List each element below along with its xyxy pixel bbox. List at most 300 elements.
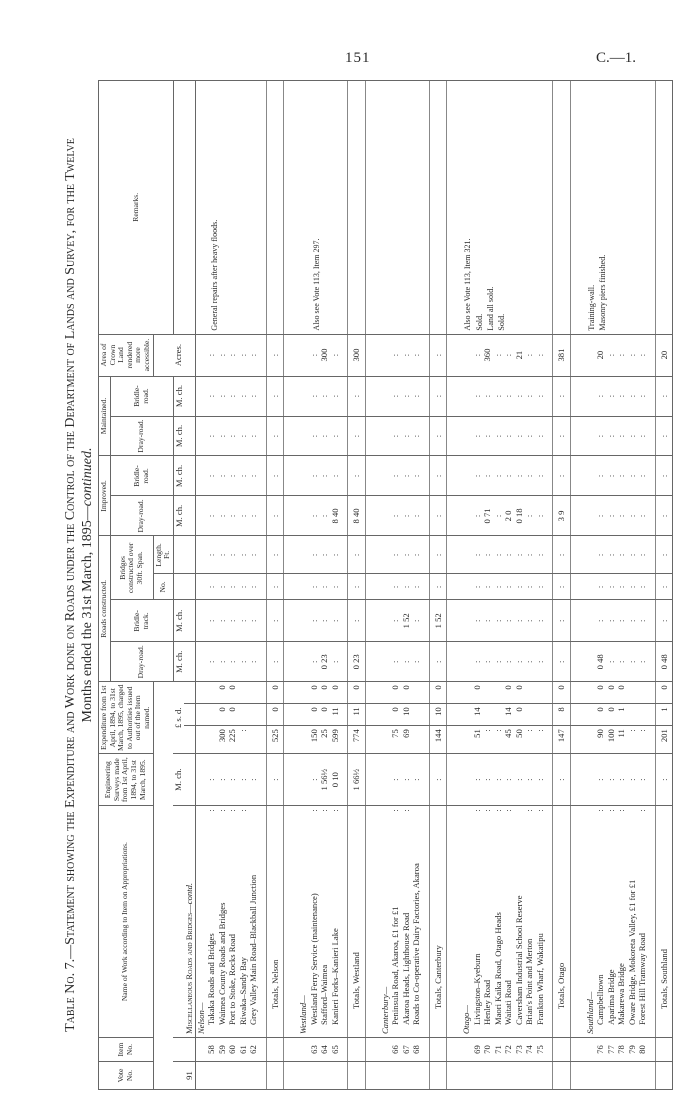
cell-mbr: :: [514, 376, 525, 416]
unit-lsd: £ s. d.: [173, 682, 184, 754]
leader-dots: :: [605, 809, 616, 812]
region-remarks: [380, 81, 422, 335]
work-name: [493, 806, 504, 1038]
total-mbr: :: [655, 376, 673, 416]
cell-len: :: [472, 536, 483, 574]
cell-s: 11: [330, 704, 341, 726]
remark-line: Land all sold.: [486, 286, 496, 331]
work-name: [637, 806, 648, 1038]
remark-line: Also see Vote 113, Item 321.: [463, 238, 473, 331]
cell-bt: :: [411, 600, 422, 642]
leader-dots: :: [400, 809, 411, 812]
work-name-text: Livingston–Kyeburn: [471, 953, 482, 1026]
cell-ibr: :: [411, 456, 422, 496]
cell-mbr: :: [535, 376, 546, 416]
header-roads-bridle-track: Bridle-track.: [110, 600, 173, 642]
cell-d: [627, 682, 638, 704]
cell-area: :: [493, 334, 504, 376]
work-name: [627, 806, 638, 1038]
cell-s: 0: [514, 704, 525, 726]
leader-dots: :: [308, 809, 319, 812]
total-ibr: :: [553, 456, 571, 496]
cell-area: :: [524, 334, 535, 376]
cell-mbr: :: [482, 376, 493, 416]
work-name-text: Takaka Roads and Bridges: [206, 933, 217, 1026]
totals-label: Totals, Canterbury: [429, 806, 447, 1038]
cell-dray: :: [401, 642, 412, 682]
cell-idr: 0 71: [482, 496, 493, 536]
cell-l: [248, 726, 259, 754]
cell-l: 50: [514, 726, 525, 754]
cell-mbr: :: [637, 376, 648, 416]
cell-bt: :: [514, 600, 525, 642]
totals-row: [266, 81, 284, 1090]
cell-d: 0: [472, 682, 483, 704]
cell-d: 0: [595, 682, 606, 704]
header-improved: Improved.: [99, 456, 111, 536]
unit-idr: M. ch.: [173, 496, 184, 536]
cell-area: 20: [595, 334, 606, 376]
cell-bt: :: [217, 600, 228, 642]
cell-bt: :: [227, 600, 238, 642]
total-eng: 1 66½: [348, 754, 366, 806]
cell-no: :: [493, 574, 504, 600]
cell-l: 75: [390, 726, 401, 754]
header-roads-dray: Dray-road.: [110, 642, 173, 682]
cell-mdr: :: [627, 416, 638, 456]
remark-line: Sold.: [474, 313, 484, 331]
region-name: Nelson—: [195, 806, 206, 1038]
cell-ibr: :: [627, 456, 638, 496]
leader-dots: :: [216, 809, 227, 812]
cell-eng: :: [482, 754, 493, 806]
cell-bt: :: [535, 600, 546, 642]
cell-idr: 8 40: [330, 496, 341, 536]
work-name-text: Campbelltown: [595, 974, 606, 1026]
work-name: [330, 806, 341, 1038]
leader-dots: :: [534, 809, 545, 812]
cell-l: :: [627, 726, 638, 754]
cell-len: :: [330, 536, 341, 574]
region-name: Westland—: [298, 806, 309, 1038]
remark-line: Sold.: [497, 313, 507, 331]
cell-eng: :: [637, 754, 648, 806]
cell-d: 0: [217, 682, 228, 704]
cell-area: :: [309, 334, 320, 376]
cell-area: :: [472, 334, 483, 376]
cell-ibr: :: [248, 456, 259, 496]
total-bt: 1 52: [429, 600, 447, 642]
total-area: 381: [553, 334, 571, 376]
cell-ibr: :: [482, 456, 493, 496]
region-remarks: [461, 81, 545, 335]
cell-dray: :: [482, 642, 493, 682]
cell-eng: :: [309, 754, 320, 806]
cell-len: :: [227, 536, 238, 574]
header-item-no: Item No.: [99, 1038, 154, 1062]
cell-area: :: [535, 334, 546, 376]
work-name: [472, 806, 483, 1038]
total-idr: :: [655, 496, 673, 536]
cell-len: :: [217, 536, 228, 574]
rotated-table-page: [62, 80, 669, 1090]
work-name-text: Forest Hill Tramway Road: [637, 933, 648, 1026]
cell-eng: :: [493, 754, 504, 806]
cell-mbr: :: [627, 376, 638, 416]
region-name: Canterbury—: [380, 806, 391, 1038]
cell-mbr: :: [411, 376, 422, 416]
cell-ibr: :: [401, 456, 412, 496]
region-remarks: [298, 81, 340, 335]
work-name-text: Brian's Point and Merton: [524, 938, 535, 1026]
total-eng: :: [553, 754, 571, 806]
cell-l: 90: [595, 726, 606, 754]
total-ibr: :: [429, 456, 447, 496]
title-continued: continued.: [80, 447, 95, 507]
cell-d: 0: [503, 682, 514, 704]
region-row: [461, 81, 472, 1090]
region-name: Otago—: [461, 806, 472, 1038]
table-title: [62, 80, 96, 1090]
cell-bt: :: [206, 600, 217, 642]
total-eng: :: [266, 754, 284, 806]
totals-row: [429, 81, 447, 1090]
cell-d: 0: [401, 682, 412, 704]
header-bridges-no: No.: [153, 574, 173, 600]
cell-dray: 0 23: [319, 642, 330, 682]
work-name: [606, 806, 617, 1038]
cell-l: 150: [309, 726, 320, 754]
cell-area: :: [411, 334, 422, 376]
header-engineering-surveys: Engineering Surveys made from 1st April, 1894, to 31st March, 1895.: [99, 754, 154, 806]
total-l: 525: [266, 726, 284, 754]
total-mbr: :: [429, 376, 447, 416]
header-bridges: Bridges constructed over 30ft. Span.: [110, 536, 153, 600]
cell-dray: :: [248, 642, 259, 682]
section-heading-cont: contd.: [184, 882, 195, 905]
work-name: [482, 806, 493, 1038]
cell-eng: :: [472, 754, 483, 806]
unit-dray: M. ch.: [173, 642, 184, 682]
total-no: :: [553, 574, 571, 600]
leader-dots: :: [492, 809, 503, 812]
cell-d: 0: [330, 682, 341, 704]
cell-l: 51: [472, 726, 483, 754]
cell-len: :: [206, 536, 217, 574]
remark-line: Masonry piers finished.: [598, 254, 608, 331]
work-name-text: Kanieri Forks–Kanieri Lake: [329, 928, 340, 1026]
cell-s: [482, 704, 493, 726]
cell-len: :: [535, 536, 546, 574]
cell-idr: :: [595, 496, 606, 536]
cell-eng: :: [514, 754, 525, 806]
cell-area: 360: [482, 334, 493, 376]
cell-eng: :: [227, 754, 238, 806]
cell-eng: :: [627, 754, 638, 806]
cell-ibr: :: [206, 456, 217, 496]
total-ibr: :: [348, 456, 366, 496]
total-l: 144: [429, 726, 447, 754]
leader-dots: :: [595, 809, 606, 812]
total-mdr: :: [266, 416, 284, 456]
total-no: :: [266, 574, 284, 600]
cell-no: :: [206, 574, 217, 600]
total-dray: :: [266, 642, 284, 682]
cell-no: :: [482, 574, 493, 600]
work-name-text: Waitati Road: [503, 980, 514, 1026]
cell-idr: :: [217, 496, 228, 536]
cell-mbr: :: [390, 376, 401, 416]
work-name: [248, 806, 259, 1038]
cell-no: :: [217, 574, 228, 600]
total-l: 201: [655, 726, 673, 754]
total-no: :: [429, 574, 447, 600]
total-area: 300: [348, 334, 366, 376]
total-bt: :: [266, 600, 284, 642]
cell-l: :: [482, 726, 493, 754]
unit-area: Acres.: [173, 334, 184, 376]
cell-area: :: [503, 334, 514, 376]
work-name: [238, 806, 249, 1038]
cell-ibr: :: [524, 456, 535, 496]
cell-bt: 1 52: [401, 600, 412, 642]
cell-idr: :: [411, 496, 422, 536]
cell-idr: :: [238, 496, 249, 536]
work-name: [319, 806, 330, 1038]
item-number: 63: [309, 1038, 320, 1062]
cell-dray: :: [217, 642, 228, 682]
header-maintained-bridle: Bridle-road.: [110, 376, 173, 416]
cell-len: :: [514, 536, 525, 574]
region-row: [298, 81, 309, 1090]
cell-idr: :: [227, 496, 238, 536]
work-name-text: Roads to Co-operative Dairy Factories, Akaroa: [411, 863, 422, 1026]
cell-s: [238, 704, 249, 726]
cell-dray: :: [472, 642, 483, 682]
work-name: [227, 806, 238, 1038]
leader-dots: :: [616, 809, 627, 812]
cell-l: :: [493, 726, 504, 754]
leader-dots: :: [206, 809, 217, 812]
cell-area: :: [238, 334, 249, 376]
work-name-text: Aparima Bridge: [605, 969, 616, 1026]
total-ibr: :: [655, 456, 673, 496]
cell-eng: :: [411, 754, 422, 806]
cell-eng: :: [606, 754, 617, 806]
work-name-text: Maori Kaika Road, Otago Heads: [492, 912, 503, 1026]
total-area: 20: [655, 334, 673, 376]
regions-body: [195, 81, 673, 1090]
total-no: :: [655, 574, 673, 600]
header-improved-bridle: Bridle-road.: [110, 456, 173, 496]
item-number: 68: [411, 1038, 422, 1062]
cell-area: :: [330, 334, 341, 376]
cell-eng: :: [238, 754, 249, 806]
cell-bt: :: [627, 600, 638, 642]
cell-d: [535, 682, 546, 704]
cell-s: 0: [606, 704, 617, 726]
cell-bt: :: [606, 600, 617, 642]
cell-mdr: :: [616, 416, 627, 456]
cell-area: :: [390, 334, 401, 376]
leader-dots: :: [227, 809, 238, 812]
total-idr: :: [429, 496, 447, 536]
item-number: 61: [238, 1038, 249, 1062]
work-name-text: Peninsula Road, Akaroa, £1 for £1: [390, 906, 401, 1026]
cell-dray: :: [330, 642, 341, 682]
total-len: :: [429, 536, 447, 574]
total-len: :: [553, 536, 571, 574]
totals-label: Totals, Southland: [655, 806, 673, 1038]
cell-mbr: :: [493, 376, 504, 416]
header-improved-dray: Dray-road.: [110, 496, 173, 536]
totals-row: [655, 81, 673, 1090]
cell-len: :: [238, 536, 249, 574]
cell-mdr: :: [390, 416, 401, 456]
cell-bt: :: [390, 600, 401, 642]
cell-idr: :: [390, 496, 401, 536]
cell-dray: :: [637, 642, 648, 682]
cell-ibr: :: [616, 456, 627, 496]
cell-s: [524, 704, 535, 726]
cell-l: 69: [401, 726, 412, 754]
cell-area: 21: [514, 334, 525, 376]
heading-row: [184, 81, 195, 1090]
cell-bt: :: [330, 600, 341, 642]
cell-bt: :: [616, 600, 627, 642]
cell-no: :: [411, 574, 422, 600]
document-reference: C.—1.: [596, 50, 637, 66]
work-name-text: Grey Valley Main Road–Blackball Junction: [248, 874, 259, 1026]
cell-ibr: :: [217, 456, 228, 496]
total-d: 0: [429, 682, 447, 704]
work-name: [503, 806, 514, 1038]
cell-area: :: [606, 334, 617, 376]
total-eng: :: [429, 754, 447, 806]
cell-bt: :: [637, 600, 648, 642]
total-no: :: [348, 574, 366, 600]
cell-d: [248, 682, 259, 704]
cell-no: :: [606, 574, 617, 600]
remark-line: Training-wall.: [586, 284, 596, 331]
totals-label: Totals, Westland: [348, 806, 366, 1038]
cell-bt: :: [248, 600, 259, 642]
header-name-of-work: Name of Work according to Item on Appropriations.: [99, 806, 154, 1038]
cell-len: :: [503, 536, 514, 574]
cell-mbr: :: [472, 376, 483, 416]
total-dray: 0 48: [655, 642, 673, 682]
cell-ibr: :: [493, 456, 504, 496]
item-number: 64: [319, 1038, 330, 1062]
cell-idr: :: [637, 496, 648, 536]
cell-dray: :: [238, 642, 249, 682]
cell-dray: :: [493, 642, 504, 682]
cell-mbr: :: [309, 376, 320, 416]
cell-bt: :: [238, 600, 249, 642]
totals-label: Totals, Nelson: [266, 806, 284, 1038]
total-bt: :: [553, 600, 571, 642]
item-number: 79: [627, 1038, 638, 1062]
work-name-text: Port to Stoke, Rocks Road: [227, 934, 238, 1026]
cell-l: [411, 726, 422, 754]
cell-no: :: [637, 574, 648, 600]
cell-no: :: [330, 574, 341, 600]
cell-mbr: :: [606, 376, 617, 416]
item-number: 75: [535, 1038, 546, 1062]
cell-ibr: :: [319, 456, 330, 496]
cell-bt: :: [472, 600, 483, 642]
cell-d: [482, 682, 493, 704]
leader-dots: :: [471, 809, 482, 812]
cell-bt: :: [524, 600, 535, 642]
work-name: [309, 806, 320, 1038]
cell-s: 0: [227, 704, 238, 726]
cell-eng: 0 10: [330, 754, 341, 806]
work-name: [401, 806, 412, 1038]
work-name-text: Frankton Wharf, Wakatipu: [534, 933, 545, 1026]
cell-s: [637, 704, 648, 726]
cell-bt: :: [503, 600, 514, 642]
cell-s: 0: [319, 704, 330, 726]
header-roads-constructed: Roads constructed.: [99, 536, 111, 682]
cell-bt: :: [595, 600, 606, 642]
cell-mdr: :: [227, 416, 238, 456]
cell-mdr: :: [482, 416, 493, 456]
cell-d: 0: [319, 682, 330, 704]
cell-no: :: [401, 574, 412, 600]
cell-no: :: [248, 574, 259, 600]
total-s: 1: [655, 704, 673, 726]
cell-mbr: :: [319, 376, 330, 416]
cell-len: :: [637, 536, 648, 574]
header-maintained-dray: Dray-road.: [110, 416, 173, 456]
item-number: 72: [503, 1038, 514, 1062]
cell-dray: :: [309, 642, 320, 682]
cell-len: :: [524, 536, 535, 574]
cell-d: 0: [514, 682, 525, 704]
page-number: 151: [345, 50, 371, 66]
total-mdr: :: [348, 416, 366, 456]
total-mdr: :: [655, 416, 673, 456]
total-s: 11: [348, 704, 366, 726]
cell-dray: :: [411, 642, 422, 682]
cell-mbr: :: [206, 376, 217, 416]
cell-l: 25: [319, 726, 330, 754]
totals-label: Totals, Otago: [553, 806, 571, 1038]
cell-ibr: :: [637, 456, 648, 496]
cell-mbr: :: [595, 376, 606, 416]
cell-len: :: [248, 536, 259, 574]
item-number: 62: [248, 1038, 259, 1062]
cell-s: [535, 704, 546, 726]
cell-ibr: :: [514, 456, 525, 496]
cell-bt: :: [309, 600, 320, 642]
expenditure-table: [98, 80, 673, 1090]
work-name-text: Henley Road: [482, 979, 493, 1026]
cell-mdr: :: [535, 416, 546, 456]
total-len: :: [655, 536, 673, 574]
total-idr: :: [266, 496, 284, 536]
work-name: [535, 806, 546, 1038]
cell-dray: :: [503, 642, 514, 682]
total-s: 10: [429, 704, 447, 726]
header-expenditure: Expenditure from 1st April, 1894, to 31st March, 1895, charged to Authorities issued out of the Item named.: [99, 682, 154, 754]
cell-eng: 1 56½: [319, 754, 330, 806]
work-name: [206, 806, 217, 1038]
remark-line: Also see Vote 113, Item 297.: [312, 238, 322, 331]
cell-mbr: :: [248, 376, 259, 416]
cell-dray: 0 48: [595, 642, 606, 682]
